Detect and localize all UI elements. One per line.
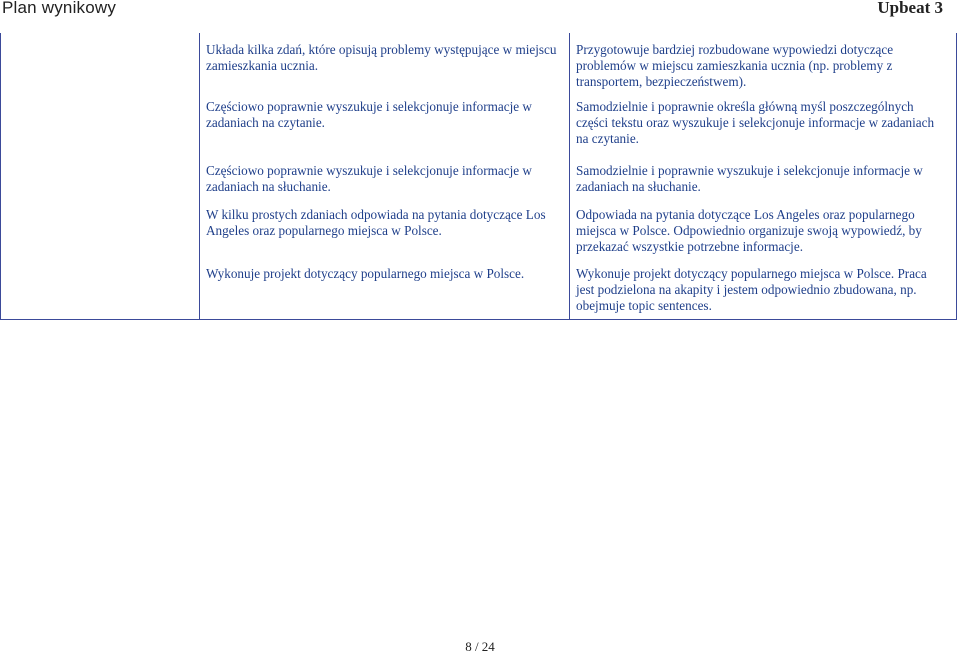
requirement-text: Częściowo poprawnie wyszukuje i selekcjonuje informacje w zadaniach na słuchanie. bbox=[206, 163, 532, 194]
requirement-text: Przygotowuje bardziej rozbudowane wypowiedzi dotyczące problemów w miejscu zamieszkania ucznia (np. problemy z transportem, bezpieczeństwem). bbox=[576, 42, 894, 89]
document-title: Plan wynikowy bbox=[2, 0, 117, 17]
requirements-table bbox=[0, 33, 957, 320]
requirement-text: Odpowiada na pytania dotyczące Los Angeles oraz popularnego miejsca w Polsce. Odpowiednio organizuje swoją wypowiedź, by przekazać wszystkie potrzebne informacje. bbox=[576, 207, 922, 254]
requirement-text: Układa kilka zdań, które opisują problemy występujące w miejscu zamieszkania ucznia. bbox=[206, 42, 557, 73]
page-number: 8 / 24 bbox=[465, 639, 495, 654]
requirement-text: Wykonuje projekt dotyczący popularnego miejsca w Polsce. Praca jest podzielona na akapity i jestem odpowiednio zbudowana, np. obejmuje topic sentences. bbox=[576, 266, 927, 313]
column-divider bbox=[199, 33, 200, 319]
requirement-text: Wykonuje projekt dotyczący popularnego miejsca w Polsce. bbox=[206, 266, 525, 281]
requirement-text: W kilku prostych zdaniach odpowiada na pytania dotyczące Los Angeles oraz popularnego miejsca w Polsce. bbox=[206, 207, 546, 238]
requirement-text: Samodzielnie i poprawnie określa główną myśl poszczególnych części tekstu oraz wyszukuje i selekcjonuje informacje w zadaniach na czytanie. bbox=[576, 99, 935, 146]
requirement-text: Samodzielnie i poprawnie wyszukuje i selekcjonuje informacje w zadaniach na słuchanie. bbox=[576, 163, 923, 194]
requirement-text: Częściowo poprawnie wyszukuje i selekcjonuje informacje w zadaniach na czytanie. bbox=[206, 99, 532, 130]
column-divider bbox=[569, 33, 570, 319]
textbook-name: Upbeat 3 bbox=[877, 0, 943, 17]
